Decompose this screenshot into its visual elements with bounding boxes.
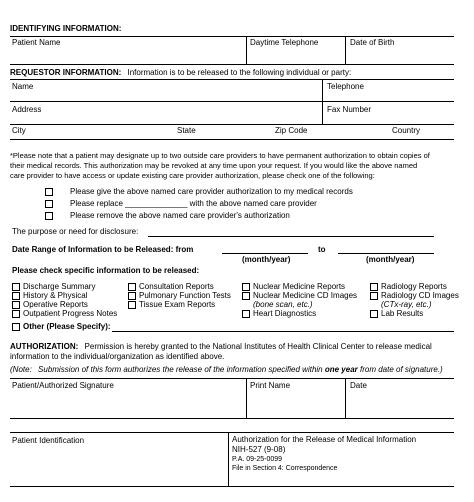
divider [10, 101, 454, 102]
divider [10, 418, 454, 419]
radiology-cd-checkbox[interactable] [370, 292, 378, 300]
note-label: (Note: [10, 365, 32, 374]
country-label: Country [392, 126, 421, 135]
daytime-telephone-label: Daytime Telephone [250, 38, 319, 47]
nuclear-medicine-cd-checkbox[interactable] [242, 292, 250, 300]
provider-give-label: Please give the above named care provider authorization to my medical records [70, 187, 353, 196]
divider [345, 378, 346, 418]
patient-signature-label: Patient/Authorized Signature [12, 381, 114, 390]
date-range-label: Date Range of Information to be Released: from [12, 245, 194, 254]
requestor-fax-label: Fax Number [327, 105, 372, 114]
tissue-exam-checkbox[interactable] [128, 301, 136, 309]
bone-scan-note: (bone scan, etc.) [253, 300, 313, 309]
other-checkbox[interactable] [12, 323, 20, 331]
provider-remove-checkbox[interactable] [45, 212, 53, 220]
discharge-summary-label: Discharge Summary [23, 282, 96, 291]
note-one-year: one year [324, 365, 358, 374]
consultation-reports-checkbox[interactable] [128, 283, 136, 291]
month-year-hint: (month/year) [366, 255, 415, 264]
note-text: Submission of this form authorizes the release of the information specified within [38, 365, 323, 374]
form-pa-number: P.A. 09-25-0099 [232, 456, 283, 463]
divider [228, 432, 229, 486]
authorization-line-2: information to the individual/organization as identified above. [10, 352, 225, 361]
divider [246, 36, 247, 64]
authorization-note-row [10, 366, 443, 374]
pulmonary-function-label: Pulmonary Function Tests [139, 291, 231, 300]
identifying-heading: IDENTIFYING INFORMATION: [10, 24, 122, 33]
specific-info-label: Please check specific information to be released: [12, 266, 200, 275]
date-from-field[interactable] [222, 253, 308, 254]
provider-remove-label: Please remove the above named care provider's authorization [70, 211, 290, 220]
lab-results-checkbox[interactable] [370, 310, 378, 318]
patient-name-label: Patient Name [12, 38, 61, 47]
state-label: State [177, 126, 196, 135]
authorization-line-1-row [10, 343, 432, 351]
notice-line-3: care provider to have access or update existing care provider authorization, please check one of the following: [10, 171, 375, 180]
zip-code-label: Zip Code [275, 126, 308, 135]
form-title: Authorization for the Release of Medical Information [232, 435, 417, 444]
notice-line-2: their medical records. This authorization may be revoked at any time upon your request. If you would like the above named [10, 161, 418, 170]
divider [10, 36, 454, 37]
requestor-name-label: Name [12, 82, 34, 91]
requestor-address-label: Address [12, 105, 42, 114]
outpatient-progress-label: Outpatient Progress Notes [23, 309, 118, 318]
heart-diagnostics-label: Heart Diagnostics [253, 309, 317, 318]
print-name-label: Print Name [250, 381, 291, 390]
divider [10, 378, 454, 379]
date-of-birth-label: Date of Birth [350, 38, 395, 47]
note-text-end: from date of signature.) [360, 365, 443, 374]
requestor-telephone-label: Telephone [327, 82, 364, 91]
tissue-exam-label: Tissue Exam Reports [139, 300, 216, 309]
other-label: Other (Please Specify): [23, 322, 111, 331]
authorization-line-1: Permission is hereby granted to the National Institutes of Health Clinical Center to release medical [84, 342, 432, 351]
requestor-note: Information is to be released to the following individual or party: [127, 68, 352, 77]
city-label: City [12, 126, 26, 135]
history-physical-label: History & Physical [23, 291, 88, 300]
authorization-heading: AUTHORIZATION: [10, 342, 79, 351]
nuclear-medicine-reports-label: Nuclear Medicine Reports [253, 282, 346, 291]
divider [10, 79, 454, 80]
month-year-hint: (month/year) [242, 255, 291, 264]
date-to-label: to [318, 245, 326, 254]
nuclear-medicine-reports-checkbox[interactable] [242, 283, 250, 291]
consultation-reports-label: Consultation Reports [139, 282, 214, 291]
history-physical-checkbox[interactable] [12, 292, 20, 300]
provider-replace-label: Please replace ______________ with the above named care provider [70, 199, 317, 208]
provider-give-checkbox[interactable] [45, 188, 53, 196]
divider [10, 432, 454, 433]
radiology-reports-label: Radiology Reports [381, 282, 447, 291]
purpose-field[interactable] [148, 236, 434, 237]
radiology-reports-checkbox[interactable] [370, 283, 378, 291]
form-number: NIH-527 (9-08) [232, 445, 286, 454]
date-to-field[interactable] [338, 253, 434, 254]
divider [246, 378, 247, 418]
pulmonary-function-checkbox[interactable] [128, 292, 136, 300]
divider [10, 124, 454, 125]
requestor-heading-row [10, 69, 351, 77]
divider [10, 139, 454, 140]
outpatient-progress-checkbox[interactable] [12, 310, 20, 318]
discharge-summary-checkbox[interactable] [12, 283, 20, 291]
ctx-ray-note: (CTx-ray, etc.) [381, 300, 432, 309]
divider [10, 64, 454, 65]
radiology-cd-label: Radiology CD Images [381, 291, 459, 300]
heart-diagnostics-checkbox[interactable] [242, 310, 250, 318]
date-label: Date [350, 381, 367, 390]
provider-replace-checkbox[interactable] [45, 200, 53, 208]
divider [345, 36, 346, 64]
nuclear-medicine-cd-label: Nuclear Medicine CD Images [253, 291, 358, 300]
operative-reports-label: Operative Reports [23, 300, 88, 309]
divider [10, 486, 454, 487]
purpose-label: The purpose or need for disclosure: [12, 227, 139, 236]
patient-identification-label: Patient Identification [12, 436, 85, 445]
notice-line-1: *Please note that a patient may designate up to two outside care providers to have permanent authorization to obtain copies of [10, 151, 430, 160]
lab-results-label: Lab Results [381, 309, 424, 318]
operative-reports-checkbox[interactable] [12, 301, 20, 309]
requestor-heading: REQUESTOR INFORMATION: [10, 68, 122, 77]
other-field[interactable] [112, 331, 454, 332]
form-file-section: File in Section 4: Correspondence [232, 465, 338, 472]
